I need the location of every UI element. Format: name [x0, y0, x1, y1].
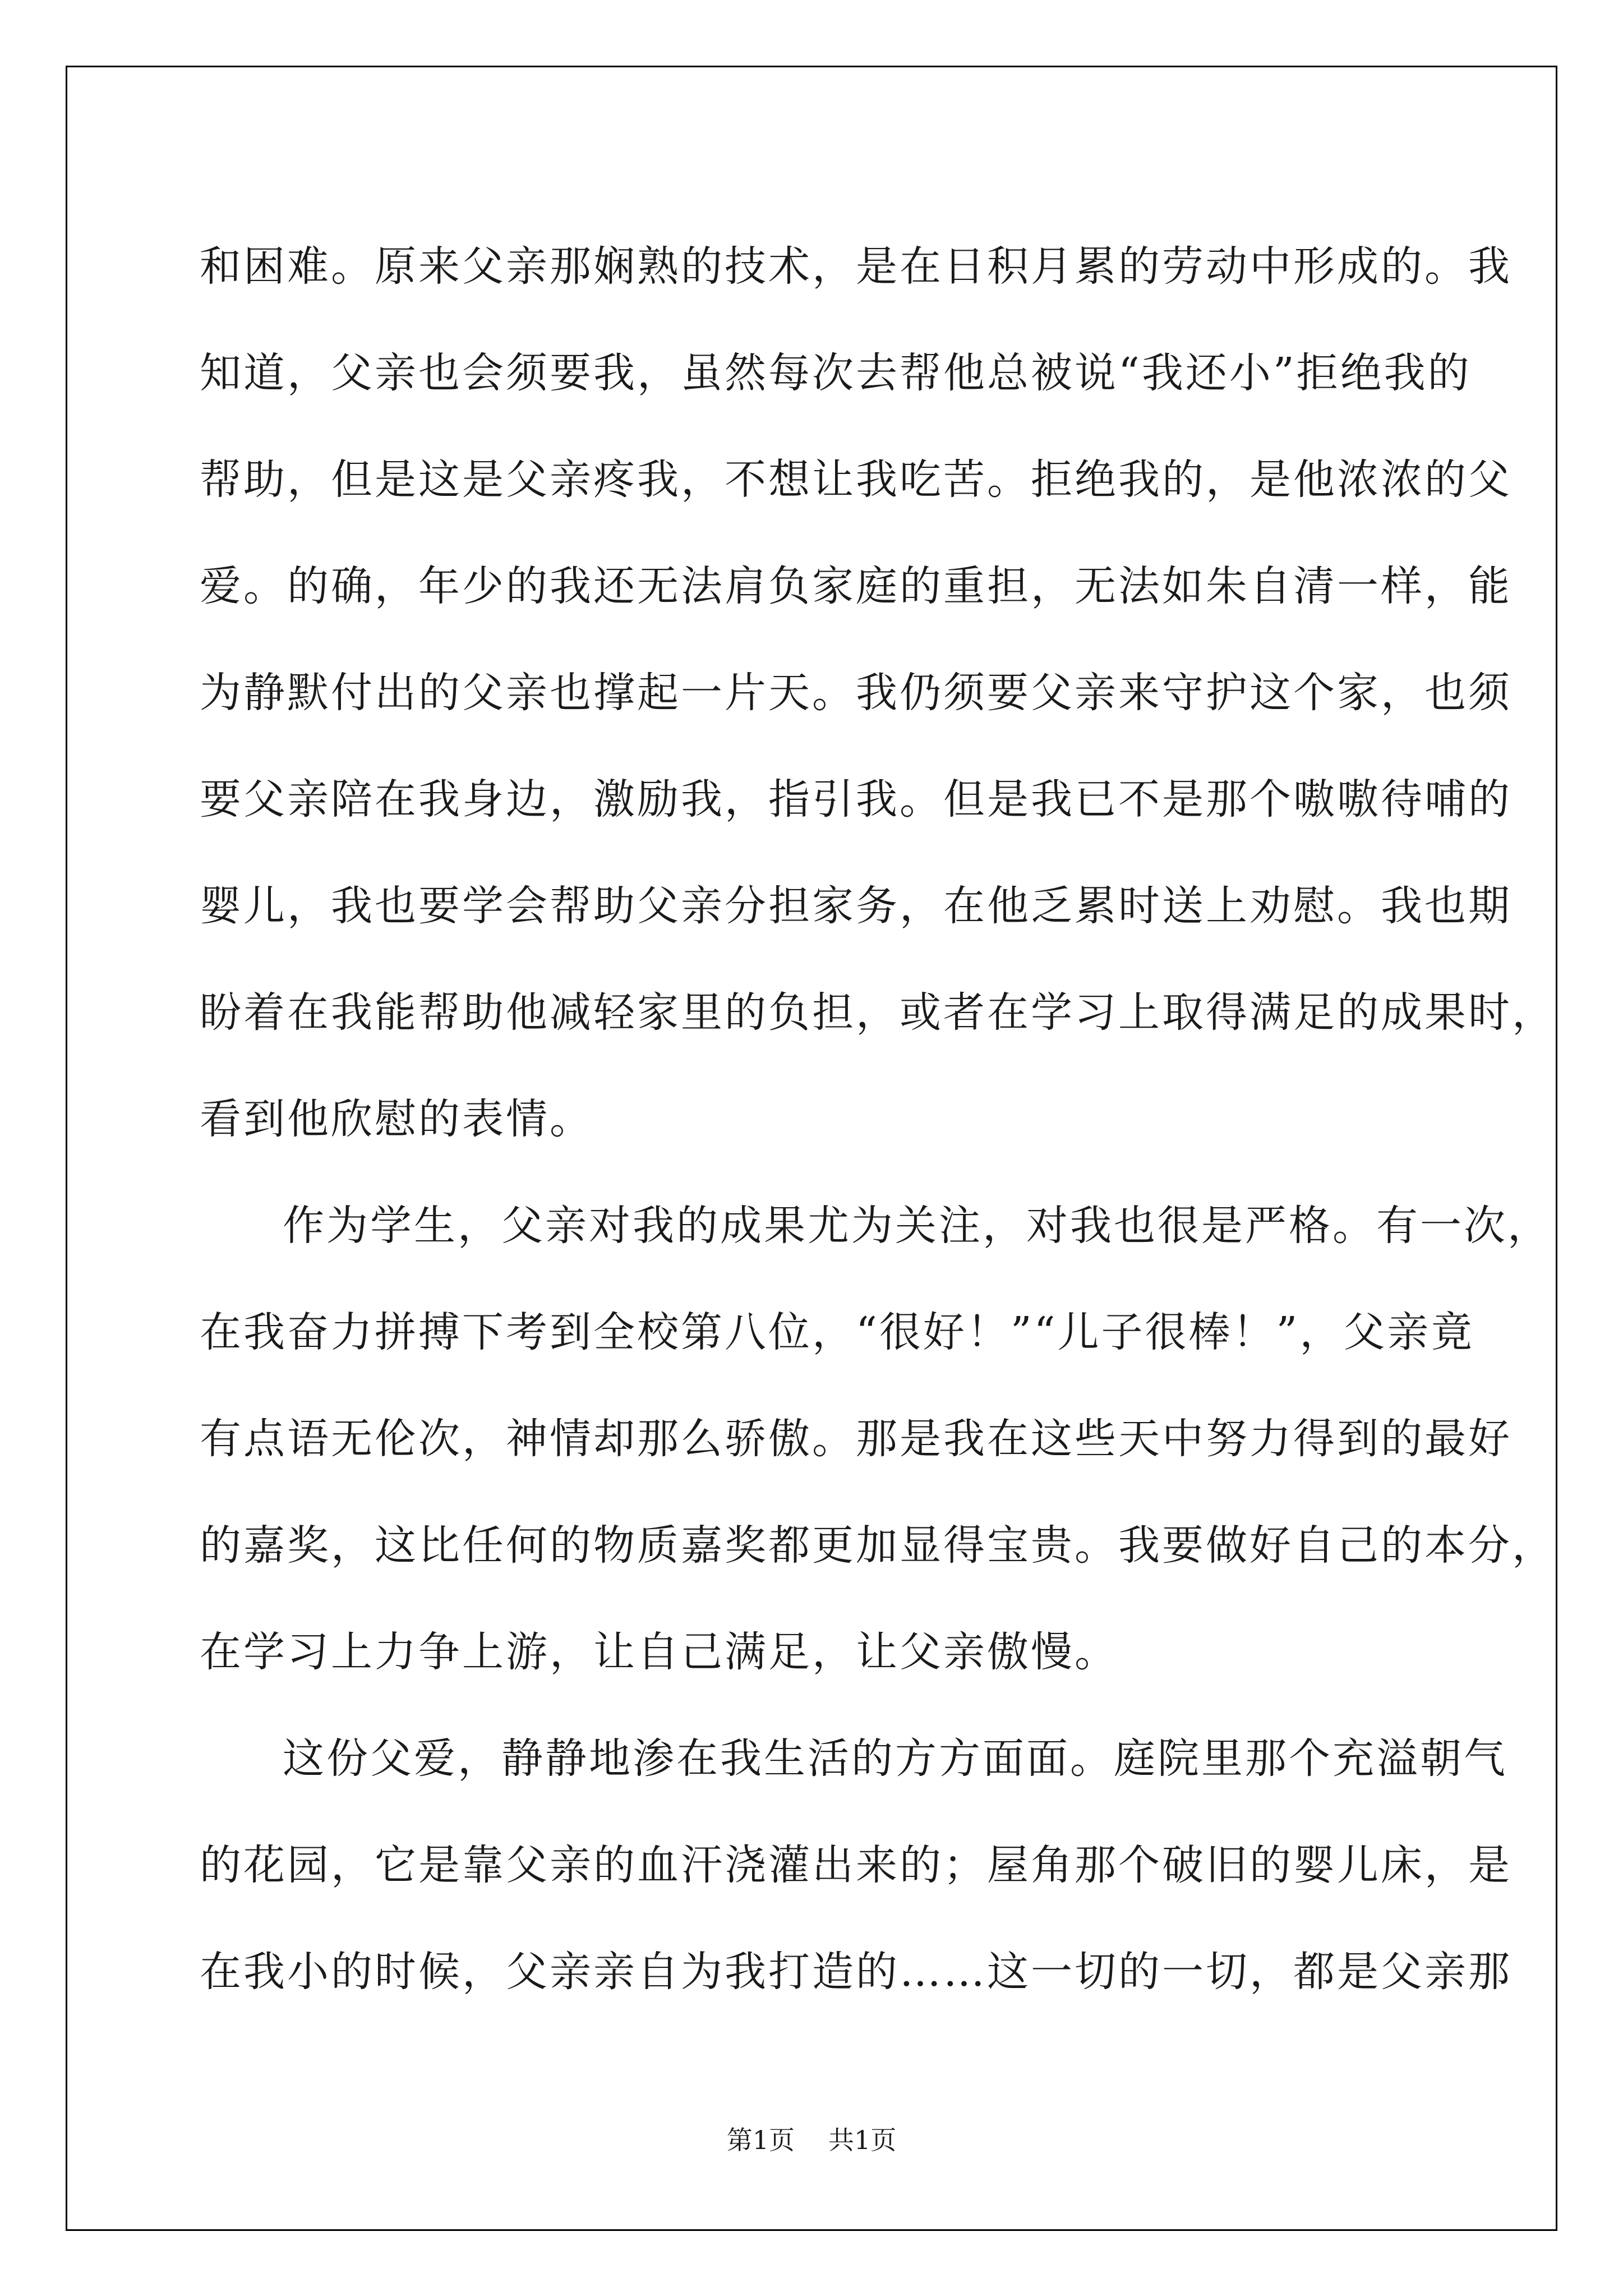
text-line: 知道，父亲也会须要我，虽然每次去帮他总被说“我还小”拒绝我的	[200, 349, 1472, 397]
text-line: 盼着在我能帮助他减轻家里的负担，或者在学习上取得满足的成果时，	[200, 988, 1556, 1037]
body-text	[200, 213, 1556, 2025]
page-number-total: 共1页	[828, 2125, 897, 2155]
page-number-current: 第1页	[726, 2125, 795, 2155]
text-line: 看到他欣慰的表情。	[200, 1095, 593, 1143]
text-line: 的嘉奖，这比任何的物质嘉奖都更加显得宝贵。我要做好自己的本分，	[200, 1521, 1556, 1570]
text-line: 在学习上力争上游，让自己满足，让父亲傲慢。	[200, 1628, 1118, 1676]
text-line: 帮助，但是这是父亲疼我，不想让我吃苦。拒绝我的，是他浓浓的父	[200, 455, 1512, 504]
text-line: 为静默付出的父亲也撑起一片天。我仍须要父亲来守护这个家，也须	[200, 669, 1512, 717]
text-line: 在我小的时候，父亲亲自为我打造的……这一切的一切，都是父亲那	[200, 1948, 1512, 1996]
paragraph-start-line: 作为学生，父亲对我的成果尤为关注，对我也很是严格。有一次，	[283, 1202, 1551, 1250]
text-line: 要父亲陪在我身边，激励我，指引我。但是我已不是那个嗷嗷待哺的	[200, 775, 1512, 823]
page-footer	[0, 2123, 1623, 2157]
text-line: 有点语无伦次，神情却那么骄傲。那是我在这些天中努力得到的最好	[200, 1415, 1512, 1463]
text-line: 爱。的确，年少的我还无法肩负家庭的重担，无法如朱自清一样，能	[200, 562, 1512, 610]
text-line: 婴儿，我也要学会帮助父亲分担家务，在他乏累时送上劝慰。我也期	[200, 882, 1512, 930]
paragraph-start-line: 这份父爱，静静地渗在我生活的方方面面。庭院里那个充溢朝气	[283, 1734, 1507, 1783]
text-line: 的花园，它是靠父亲的血汗浇灌出来的；屋角那个破旧的婴儿床，是	[200, 1841, 1512, 1889]
text-line: 和困难。原来父亲那娴熟的技术，是在日积月累的劳动中形成的。我	[200, 242, 1512, 291]
text-line: 在我奋力拼搏下考到全校第八位，“很好！”“儿子很棒！”，父亲竟	[200, 1308, 1475, 1356]
